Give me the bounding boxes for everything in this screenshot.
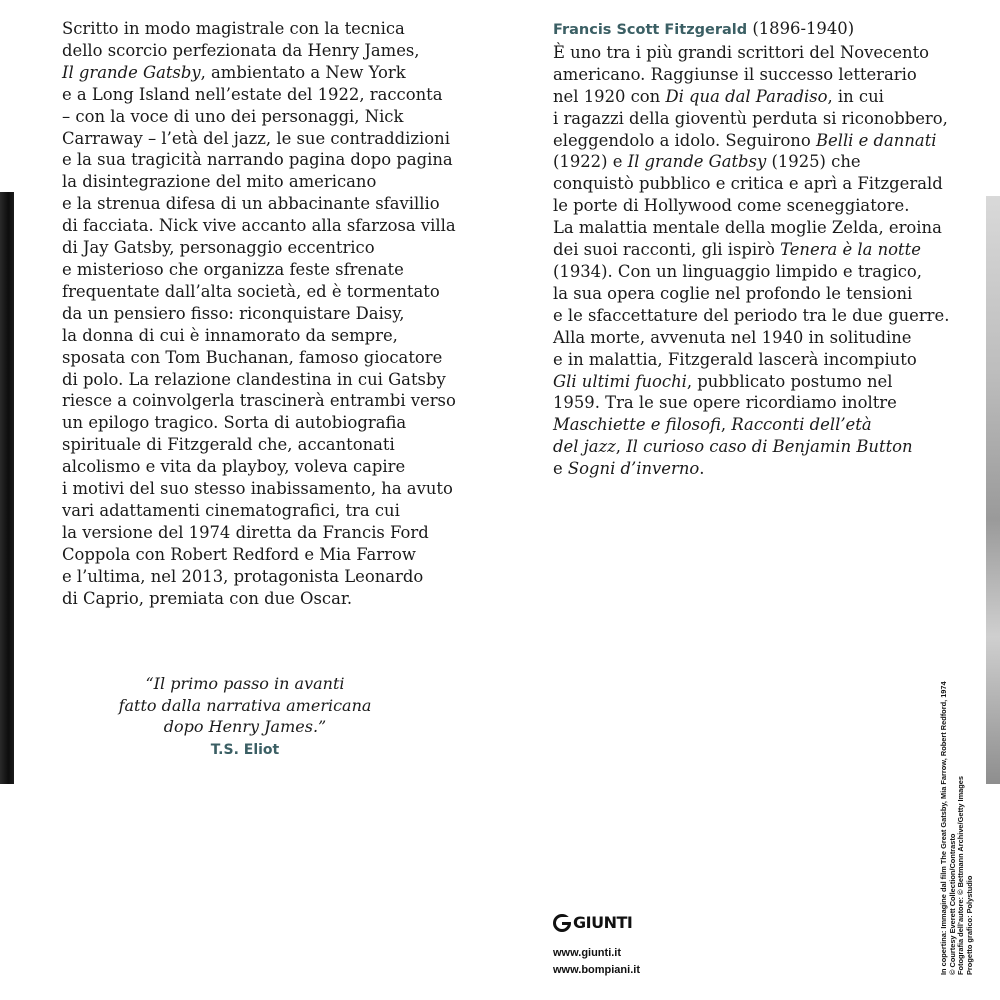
text-segment: americano. Raggiunse il successo letterario xyxy=(553,64,917,84)
text-segment: e le sfaccettature del periodo tra le due guerre. xyxy=(553,305,950,325)
text-line xyxy=(62,566,432,588)
text-line xyxy=(62,434,432,456)
text-segment: alcolismo e vita da playboy, voleva capire xyxy=(62,457,406,477)
text-line xyxy=(553,436,933,458)
text-segment: e la strenua difesa di un abbacinante sfavillio xyxy=(62,194,440,214)
text-line xyxy=(62,84,443,106)
text-line xyxy=(62,588,432,610)
text-line xyxy=(62,456,432,478)
text-segment: da un pensiero fisso: riconquistare Daisy, xyxy=(62,303,405,323)
text-line xyxy=(62,40,432,62)
text-segment: , xyxy=(615,437,627,457)
text-segment: spirituale di Fitzgerald che, accantonati xyxy=(62,435,395,455)
quote-line: “Il primo passo in avanti xyxy=(145,674,345,693)
text-segment: i ragazzi della gioventù perduta si riconobbero, xyxy=(553,108,948,128)
text-line xyxy=(553,108,948,130)
text-segment: (1934). Con un linguaggio limpido e tragico, xyxy=(553,261,923,281)
italic-title: Racconti dell’età xyxy=(731,415,872,435)
text-line xyxy=(62,522,432,544)
text-line xyxy=(62,259,432,281)
text-line xyxy=(553,86,933,108)
text-line xyxy=(553,64,933,86)
text-segment: la donna di cui è innamorato da sempre, xyxy=(62,325,398,345)
text-line xyxy=(553,261,933,283)
author-name: Francis Scott Fitzgerald xyxy=(553,22,748,38)
text-segment: , ambientato a New York xyxy=(200,62,406,82)
text-segment: sposata con Tom Buchanan, famoso giocatore xyxy=(62,347,443,367)
text-segment: vari adattamenti cinematografici, tra cui xyxy=(62,500,400,520)
credit-line: Fotografia dell’autore: © Bettmann Archive/Getty Images xyxy=(956,775,966,975)
text-line xyxy=(553,283,933,305)
text-line xyxy=(62,171,432,193)
text-segment: di facciata. Nick vive accanto alla sfarzosa villa xyxy=(62,216,456,236)
quote-attribution: T.S. Eliot xyxy=(210,741,280,758)
text-segment: È uno tra i più grandi scrittori del Novecento xyxy=(553,42,930,62)
text-line xyxy=(62,325,432,347)
text-segment: dello scorcio perfezionata da Henry James, xyxy=(62,40,420,60)
italic-title: Sogni d’inverno xyxy=(567,459,700,479)
text-line xyxy=(553,195,933,217)
text-segment: di Jay Gatsby, personaggio eccentrico xyxy=(62,238,375,258)
text-line xyxy=(62,500,432,522)
text-line xyxy=(553,458,933,480)
text-segment: la sua opera coglie nel profondo le tensioni xyxy=(553,283,913,303)
text-segment: eleggendolo a idolo. Seguirono xyxy=(553,130,816,150)
text-segment: dei suoi racconti, gli ispirò xyxy=(553,240,781,260)
text-segment: , xyxy=(720,415,732,435)
text-line xyxy=(62,18,432,40)
text-line xyxy=(62,62,432,84)
text-segment: – con la voce di uno dei personaggi, Nick xyxy=(62,106,404,126)
text-segment: frequentate dall’alta società, ed è tormentato xyxy=(62,281,440,301)
text-segment: e misterioso che organizza feste sfrenate xyxy=(62,259,404,279)
text-line xyxy=(553,239,933,261)
book-synopsis xyxy=(62,18,456,609)
text-segment: di polo. La relazione clandestina in cui Gatsby xyxy=(62,369,446,389)
italic-title: Gli ultimi fuochi xyxy=(553,371,687,391)
text-line xyxy=(62,106,432,128)
publisher-block xyxy=(553,913,640,979)
text-segment: un epilogo tragico. Sorta di autobiografia xyxy=(62,413,407,433)
text-line xyxy=(553,130,937,152)
credit-line: In copertina: Immagine dal film The Great Gatsby, Mia Farrow, Robert Redford, 1974 xyxy=(939,681,948,975)
text-line xyxy=(62,390,456,412)
image-credits xyxy=(940,675,974,975)
publisher-logo xyxy=(553,913,640,932)
credit-line: © Courtesy Everett Collection/Contrasto xyxy=(947,833,957,975)
text-line xyxy=(62,478,453,500)
text-segment: , in cui xyxy=(827,86,884,106)
quote-line: dopo Henry James.” xyxy=(163,717,327,737)
text-segment: La malattia mentale della moglie Zelda, eroina xyxy=(553,218,942,238)
text-segment: le porte di Hollywood come sceneggiatore. xyxy=(553,196,910,216)
text-line xyxy=(62,193,440,215)
text-segment: Coppola con Robert Redford e Mia Farrow xyxy=(62,544,416,564)
eliot-quote xyxy=(80,673,410,761)
text-line xyxy=(553,414,933,436)
text-line xyxy=(553,151,933,173)
text-segment: i motivi del suo stesso inabissamento, ha avuto xyxy=(62,479,453,499)
text-line xyxy=(553,42,933,64)
italic-title: del jazz xyxy=(553,437,616,457)
text-line xyxy=(62,303,432,325)
text-line xyxy=(553,305,950,327)
italic-title: Il grande Gatsby xyxy=(62,62,201,82)
text-line xyxy=(62,369,446,391)
text-line xyxy=(62,281,440,303)
text-segment: . xyxy=(699,459,705,479)
credit-line: Progetto grafico: Polystudio xyxy=(964,875,974,975)
giunti-url: www.giunti.it xyxy=(553,947,622,959)
text-line xyxy=(553,327,933,349)
italic-title: Tenera è la notte xyxy=(780,240,921,260)
cover-photo-edge-right xyxy=(986,196,1000,784)
author-biography xyxy=(553,18,950,480)
text-line xyxy=(62,347,443,369)
text-segment: Alla morte, avvenuta nel 1940 in solitudine xyxy=(553,327,912,347)
text-line xyxy=(553,18,933,42)
text-segment: e la sua tragicità narrando pagina dopo pagina xyxy=(62,150,453,170)
text-line xyxy=(62,149,453,171)
text-line xyxy=(553,349,933,371)
text-segment: e a Long Island nell’estate del 1922, racconta xyxy=(62,84,443,104)
italic-title: Il grande Gatbsy xyxy=(627,152,767,172)
italic-title: Di qua dal Paradiso xyxy=(665,86,828,106)
italic-title: Belli e dannati xyxy=(815,130,937,150)
text-line xyxy=(62,544,432,566)
text-segment: 1959. Tra le sue opere ricordiamo inoltre xyxy=(553,393,897,413)
text-line xyxy=(553,371,933,393)
text-segment: e l’ultima, nel 2013, protagonista Leonardo xyxy=(62,566,424,586)
text-segment: Carraway – l’età del jazz, le sue contraddizioni xyxy=(62,128,450,148)
text-segment: e in malattia, Fitzgerald lascerà incompiuto xyxy=(553,349,917,369)
text-segment: e xyxy=(553,459,568,479)
text-line xyxy=(62,215,456,237)
text-segment: (1896-1940) xyxy=(747,19,855,38)
cover-photo-edge-left xyxy=(0,192,14,784)
text-line xyxy=(553,392,933,414)
text-segment: la disintegrazione del mito americano xyxy=(62,172,377,192)
text-line xyxy=(553,217,942,239)
text-line xyxy=(62,412,432,434)
text-segment: (1925) che xyxy=(766,152,861,172)
giunti-g-logo-icon xyxy=(553,914,571,932)
text-segment: conquistò pubblico e critica e aprì a Fitzgerald xyxy=(553,174,943,194)
bompiani-url: www.bompiani.it xyxy=(553,964,640,976)
quote-line: fatto dalla narrativa americana xyxy=(118,695,372,715)
text-segment: (1922) e xyxy=(553,152,628,172)
text-segment: la versione del 1974 diretta da Francis Ford xyxy=(62,522,429,542)
italic-title: Maschiette e filosofi xyxy=(553,415,721,435)
text-segment: riesce a coinvolgerla trascinerà entrambi verso xyxy=(62,391,456,411)
text-segment: nel 1920 con xyxy=(553,86,666,106)
text-line xyxy=(62,128,450,150)
text-segment: Scritto in modo magistrale con la tecnica xyxy=(62,19,405,38)
italic-title: Il curioso caso di Benjamin Button xyxy=(626,437,913,457)
text-line xyxy=(62,237,432,259)
text-segment: , pubblicato postumo nel xyxy=(686,371,893,391)
publisher-logo-text: GIUNTI xyxy=(573,913,633,932)
text-segment: di Caprio, premiata con due Oscar. xyxy=(62,588,353,608)
text-line xyxy=(553,173,943,195)
